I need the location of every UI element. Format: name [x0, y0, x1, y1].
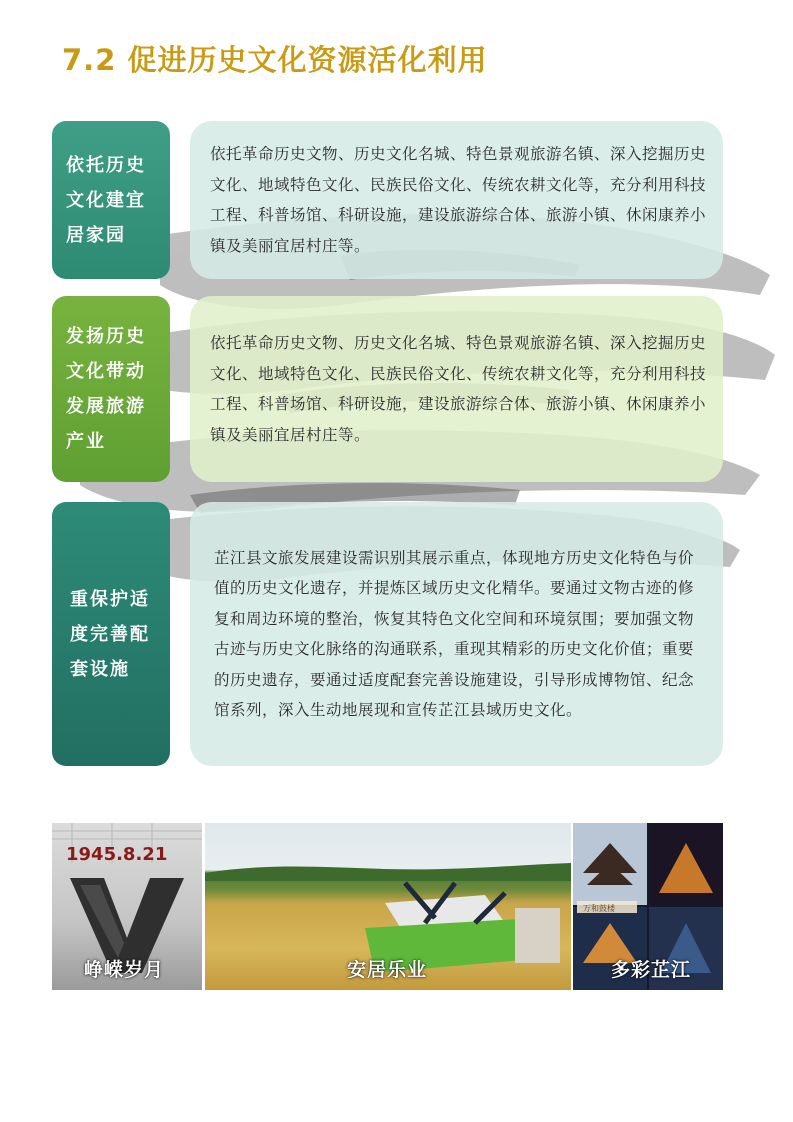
photo-harvest — [205, 823, 571, 990]
photo-2-caption: 安居乐业 — [347, 959, 428, 981]
section-1-text: 依托革命历史文物、历史文化名城、特色景观旅游名镇、深入挖掘历史文化、地域特色文化、民族民俗文化、传统农耕文化等，充分利用科技工程、科普场馆、科研设施，建设旅游综合体、旅游小镇、休闲康养小镇及美丽宜居村庄等。 — [210, 145, 707, 255]
section-3-label-box — [52, 502, 170, 766]
section-1-label: 依托历史文化建宜居家园 — [66, 154, 146, 246]
photo-1-caption: 峥嵘岁月 — [84, 959, 165, 981]
photo-3-caption: 多彩芷江 — [611, 959, 692, 981]
memorial-date-sign: 1945.8.21 — [66, 844, 168, 865]
section-2-text: 依托革命历史文物、历史文化名城、特色景观旅游名镇、深入挖掘历史文化、地域特色文化、民族民俗文化、传统农耕文化等，充分利用科技工程、科普场馆、科研设施，建设旅游综合体、旅游小镇、休闲康养小镇及美丽宜居村庄等。 — [210, 334, 707, 444]
section-3-text: 芷江县文旅发展建设需识别其展示重点，体现地方历史文化特色与价值的历史文化遗存，并提炼区域历史文化精华。要通过文物古迹的修复和周边环境的整治，恢复其特色文化空间和环境氛围；要加强文物古迹与历史文化脉络的沟通联系，重现其精彩的历史文化价值；重要的历史遗存，要通过适度配套完善设施建设，引导形成博物馆、纪念馆系列，深入生动地展现和宣传芷江县域历史文化。 — [214, 548, 695, 719]
section-1-text-panel — [190, 121, 723, 279]
section-2-label: 发扬历史文化带动发展旅游产业 — [66, 326, 146, 452]
section-2-label-box — [52, 296, 170, 482]
page-title: 7.2 促进历史文化资源活化利用 — [62, 43, 488, 77]
drum-tower-sign: 万和鼓楼 — [583, 904, 615, 913]
section-3-text-panel — [190, 502, 723, 766]
photo-strip — [52, 823, 723, 990]
photo-memorial — [52, 823, 202, 990]
section-2-text-panel — [190, 296, 723, 482]
photo-drum-towers — [573, 823, 723, 990]
section-1-label-box — [52, 121, 170, 279]
section-3-label: 重保护适度完善配套设施 — [70, 588, 150, 680]
